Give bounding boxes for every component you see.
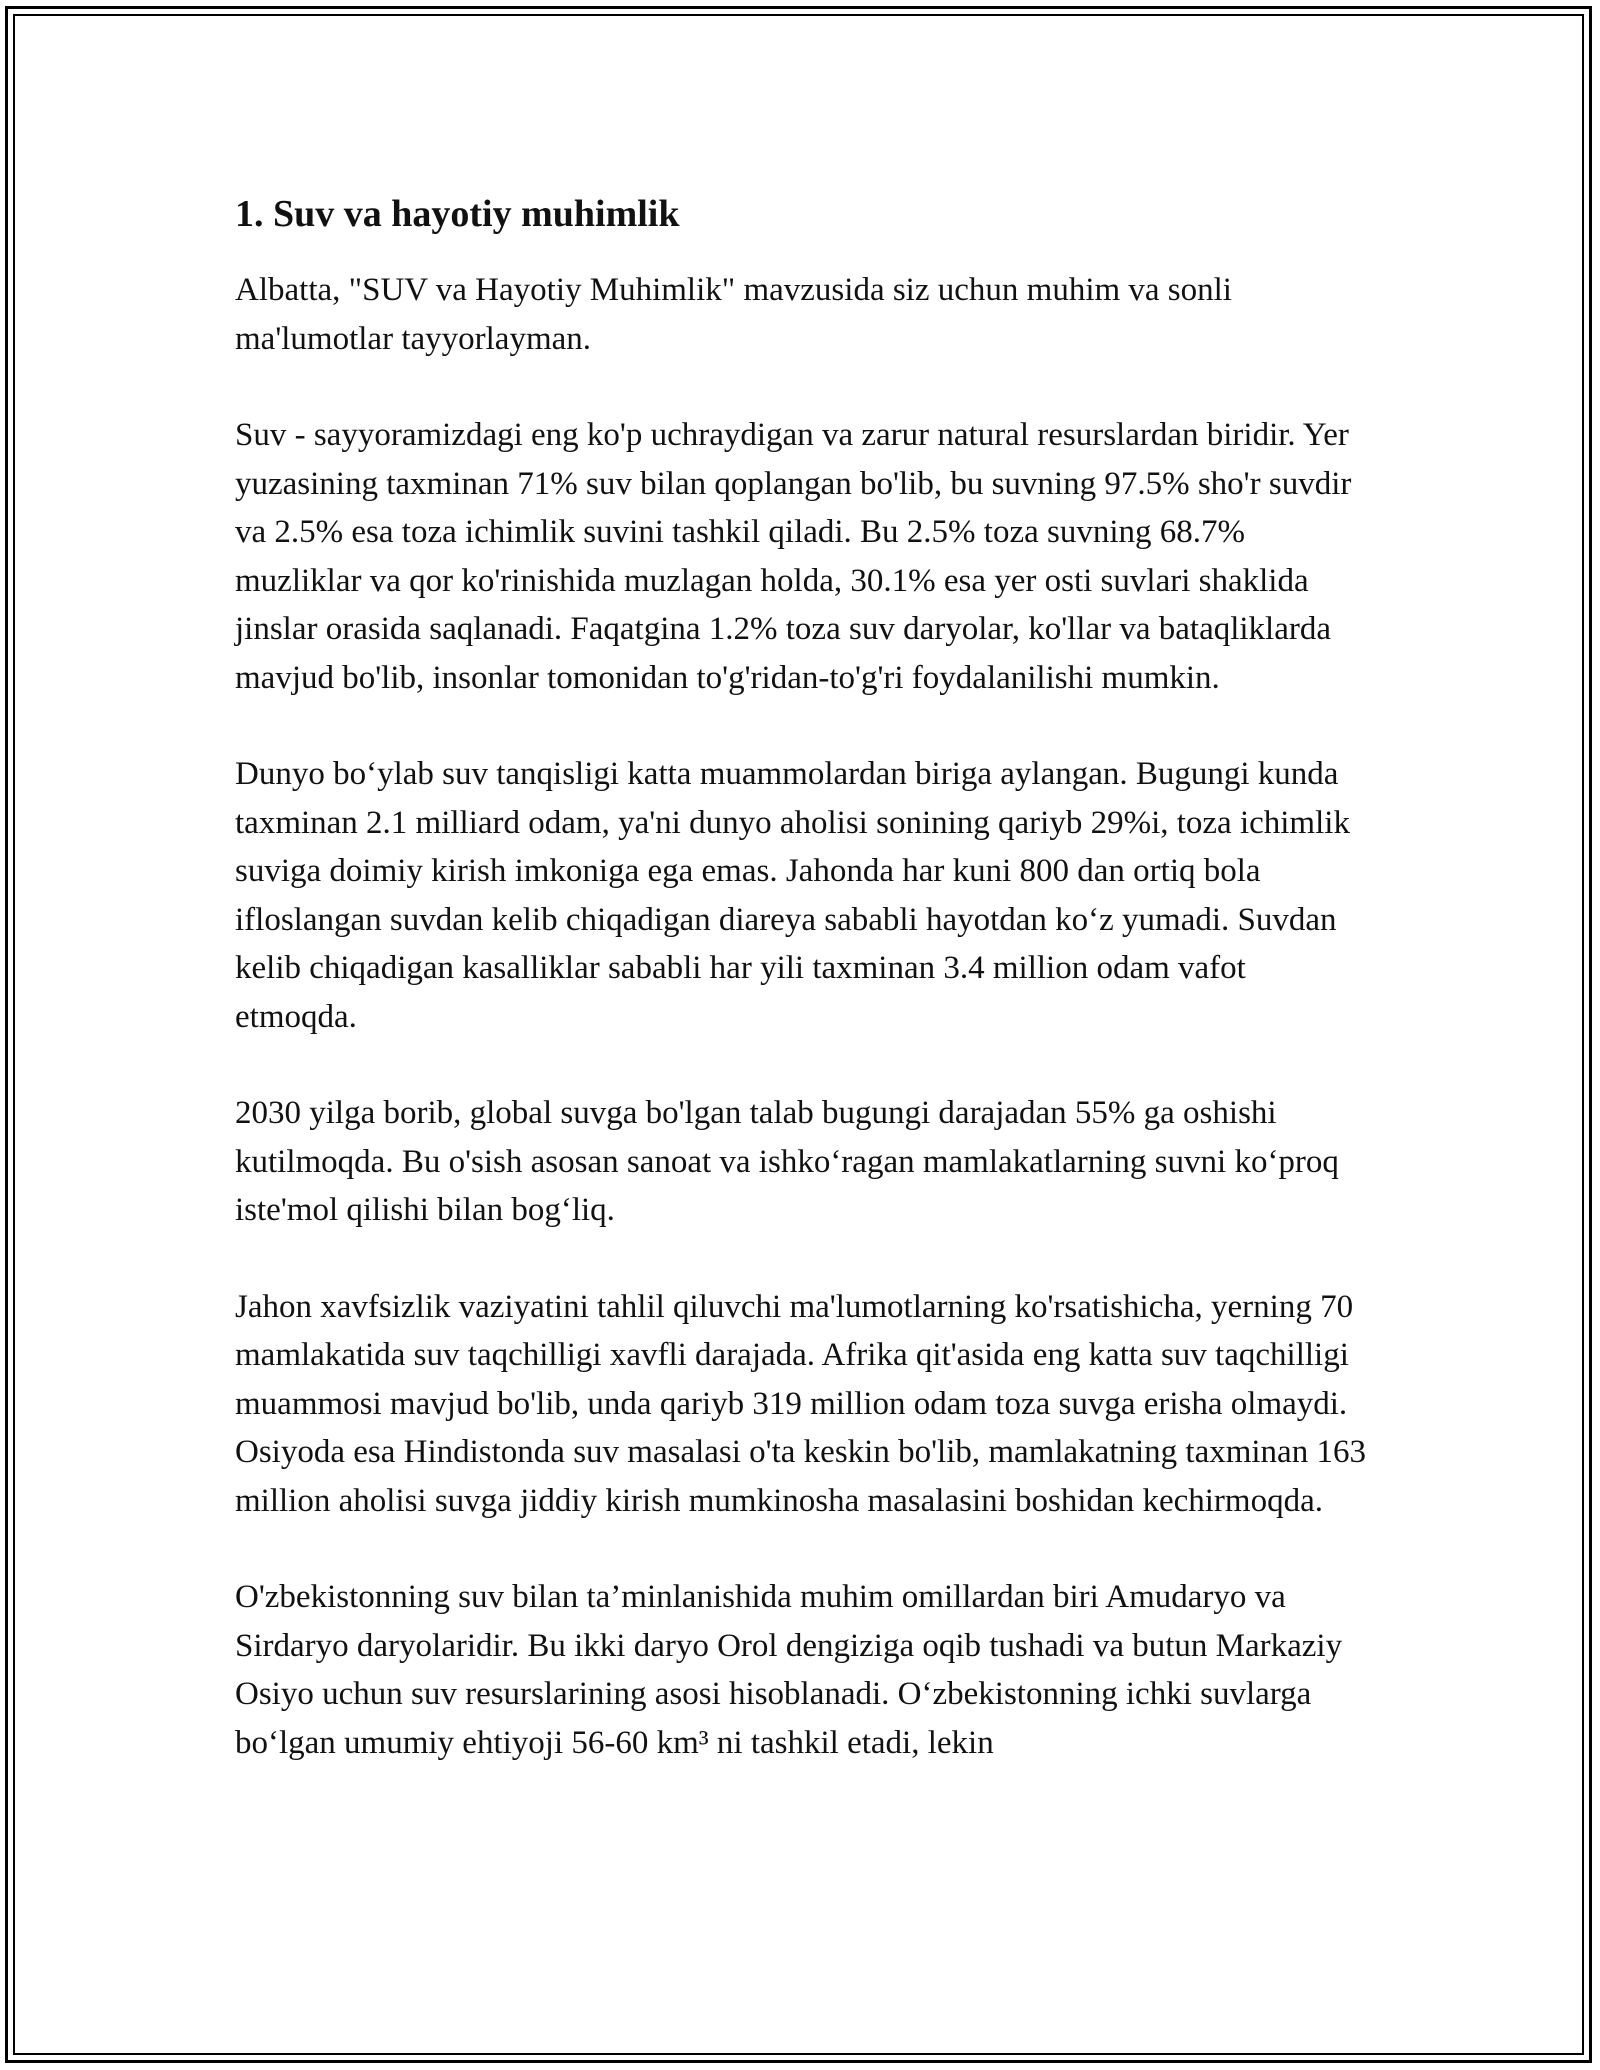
document-body <box>235 186 1375 1815</box>
paragraph-water-scarcity: Dunyo bo‘ylab suv tanqisligi katta muammolardan biriga aylangan. Bugungi kunda taxminan 2.1 milliard odam, ya'ni dunyo aholisi sonining qariyb 29%i, toza ichimlik suviga doimiy kirish imkoniga ega emas. Jahonda har kuni 800 dan ortiq bola ifloslangan suvdan kelib chiqadigan diareya sababli hayotdan ko‘z yumadi. Suvdan kelib chiqadigan kasalliklar sababli har yili taxminan 3.4 million odam vafot etmoqda. <box>235 756 1350 1035</box>
paragraph-demand-2030: 2030 yilga borib, global suvga bo'lgan talab bugungi darajadan 55% ga oshishi kutilmoqda. Bu o'sish asosan sanoat va ishko‘ragan mamlakatlarning suvni ko‘proq iste'mol qilishi bilan bog‘liq. <box>235 1095 1339 1228</box>
paragraph-uzbekistan: O'zbekistonning suv bilan ta’minlanishida muhim omillardan biri Amudaryo va Sirdaryo daryolaridir. Bu ikki daryo Orol dengiziga oqib tushadi va butun Markaziy Osiyo uchun suv resurslarining asosi hisoblanadi. O‘zbekistonning ichki suvlarga bo‘lgan umumiy ehtiyoji 56-60 km³ ni tashkil etadi, lekin <box>235 1579 1343 1761</box>
paragraph-intro: Albatta, "SUV va Hayotiy Muhimlik" mavzusida siz uchun muhim va sonli ma'lumotlar tayyorlayman. <box>235 272 1232 357</box>
paragraph-water-distribution: Suv - sayyoramizdagi eng ko'p uchraydigan va zarur natural resurslardan biridir. Yer yuzasining taxminan 71% suv bilan qoplangan bo'lib, bu suvning 97.5% sho'r suvdir va 2.5% esa toza ichimlik suvini tashkil qiladi. Bu 2.5% toza suvning 68.7% muzliklar va qor ko'rinishida muzlagan holda, 30.1% esa yer osti suvlari shaklida jinslar orasida saqlanadi. Faqatgina 1.2% toza suv daryolar, ko'llar va bataqliklarda mavjud bo'lib, insonlar tomonidan to'g'ridan-to'g'ri foydalanilishi mumkin. <box>235 417 1352 696</box>
paragraph-security-analysis: Jahon xavfsizlik vaziyatini tahlil qiluvchi ma'lumotlarning ko'rsatishicha, yerning 70 mamlakatida suv taqchilligi xavfli darajada. Afrika qit'asida eng katta suv taqchilligi muammosi mavjud bo'lib, unda qariyb 319 million odam toza suvga erisha olmaydi. Osiyoda esa Hindistonda suv masalasi o'ta keskin bo'lib, mamlakatning taxminan 163 million aholisi suvga jiddiy kirish mumkinosha masalasini boshidan kechirmoqda. <box>235 1288 1366 1519</box>
section-heading: 1. Suv va hayotiy muhimlik <box>235 193 680 235</box>
